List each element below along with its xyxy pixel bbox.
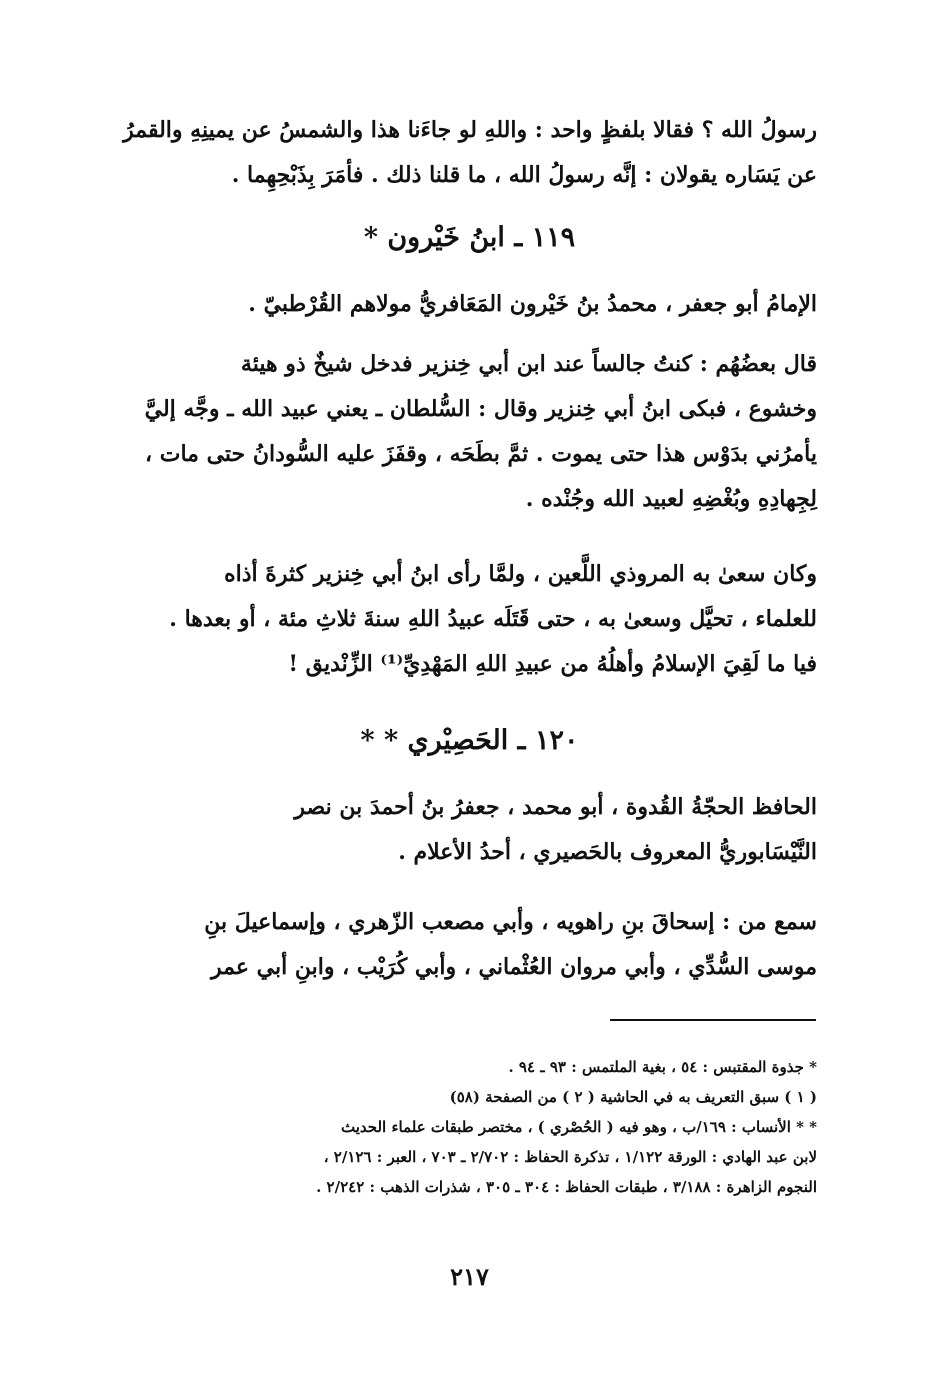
text-line: عن يَسَاره يقولان : إنَّه رسولُ الله ، ما قلنا ذلك . فأمَرَ بِذَبْحِهِما . — [231, 162, 817, 188]
footnote-separator — [610, 1019, 816, 1021]
entry-120-heading: ١٢٠ ـ الحَصِيْري * * — [360, 725, 579, 756]
continuation-paragraph — [117, 108, 817, 198]
footnote-line: النجوم الزاهرة : ٣/١٨٨ ، طبقات الحفاظ : ٣٠٤ ـ ٣٠٥ ، شذرات الذهب : ٢/٢٤٢ . — [316, 1178, 817, 1196]
entry-119-paragraph-1 — [117, 342, 817, 522]
text-line: رسولُ الله ؟ فقالا بلفظٍ واحد : واللهِ لو جاءَنا هذا والشمسُ عن يمينِهِ والقمرُ — [123, 117, 817, 143]
text-line: لِجِهادِهِ وبُغْضِهِ لعبيد الله وجُنْده . — [525, 486, 817, 512]
text-line: سمع من : إسحاقَ بنِ راهويه ، وأبي مصعب الزّهري ، وإسماعيلَ بنِ — [204, 909, 817, 935]
entry-119-intro — [117, 282, 817, 327]
text-line: فيا ما لَقِيَ الإسلامُ وأهلُهُ من عبيدِ اللهِ المَهْدِيِّ⁽¹⁾ الزِّنْديق ! — [288, 651, 817, 677]
text-line: وكان سعىٰ به المروذي اللَّعين ، ولمَّا رأى ابنُ أبي خِنزير كثرةَ أذاه — [224, 561, 817, 587]
text-line: موسى السُّدِّي ، وأبي مروان العُثْماني ، وأبي كُرَيْب ، وابنِ أبي عمر — [211, 954, 817, 980]
footnote-line: ( ١ ) سبق التعريف به في الحاشية ( ٢ ) من الصفحة (٥٨) — [449, 1088, 817, 1106]
text-line: النَّيْسَابوريُّ المعروف بالحَصيري ، أحدُ الأعلام . — [398, 839, 817, 865]
text-line: للعلماء ، تحيَّل وسعىٰ به ، حتى قَتَلَه عبيدُ اللهِ سنةَ ثلاثِ مئة ، أو بعدها . — [169, 606, 817, 632]
entry-119-paragraph-2 — [117, 552, 817, 687]
footnote-line: * * الأنساب : ١٦٩/ب ، وهو فيه ( الحُصْري ) ، مختصر طبقات علماء الحديث — [341, 1118, 817, 1136]
page-number: ٢١٧ — [450, 1262, 489, 1291]
text-line: الحافظ الحجّةُ القُدوة ، أبو محمد ، جعفرُ بنُ أحمدَ بن نصر — [294, 794, 817, 820]
entry-120-paragraph-1 — [117, 900, 817, 990]
text-line: يأمرُني بدَوْس هذا حتى يموت . ثمَّ بطَحَه ، وقفَزَ عليه السُّودانُ حتى مات ، — [144, 441, 817, 467]
text-line: قال بعضُهُم : كنتُ جالساً عند ابن أبي خِنزير فدخل شيخٌ ذو هيئة — [240, 351, 817, 377]
footnotes — [117, 1052, 817, 1202]
footnote-line: لابن عبد الهادي : الورقة ١/١٢٢ ، تذكرة الحفاظ : ٢/٧٠٢ ـ ٧٠٣ ، العبر : ٢/١٢٦ ، — [323, 1148, 817, 1166]
text-line: الإمامُ أبو جعفر ، محمدُ بنُ خَيْرون المَعَافريُّ مولاهم القُرْطبيّ . — [248, 291, 817, 317]
entry-120-intro — [117, 785, 817, 875]
entry-119-heading: ١١٩ ـ ابنُ خَيْرون * — [363, 222, 576, 253]
text-line: وخشوع ، فبكى ابنُ أبي خِنزير وقال : السُّلطان ـ يعني عبيد الله ـ وجَّه إليَّ — [144, 396, 817, 422]
footnote-line: * جذوة المقتبس : ٥٤ ، بغية الملتمس : ٩٣ ـ ٩٤ . — [508, 1058, 817, 1076]
